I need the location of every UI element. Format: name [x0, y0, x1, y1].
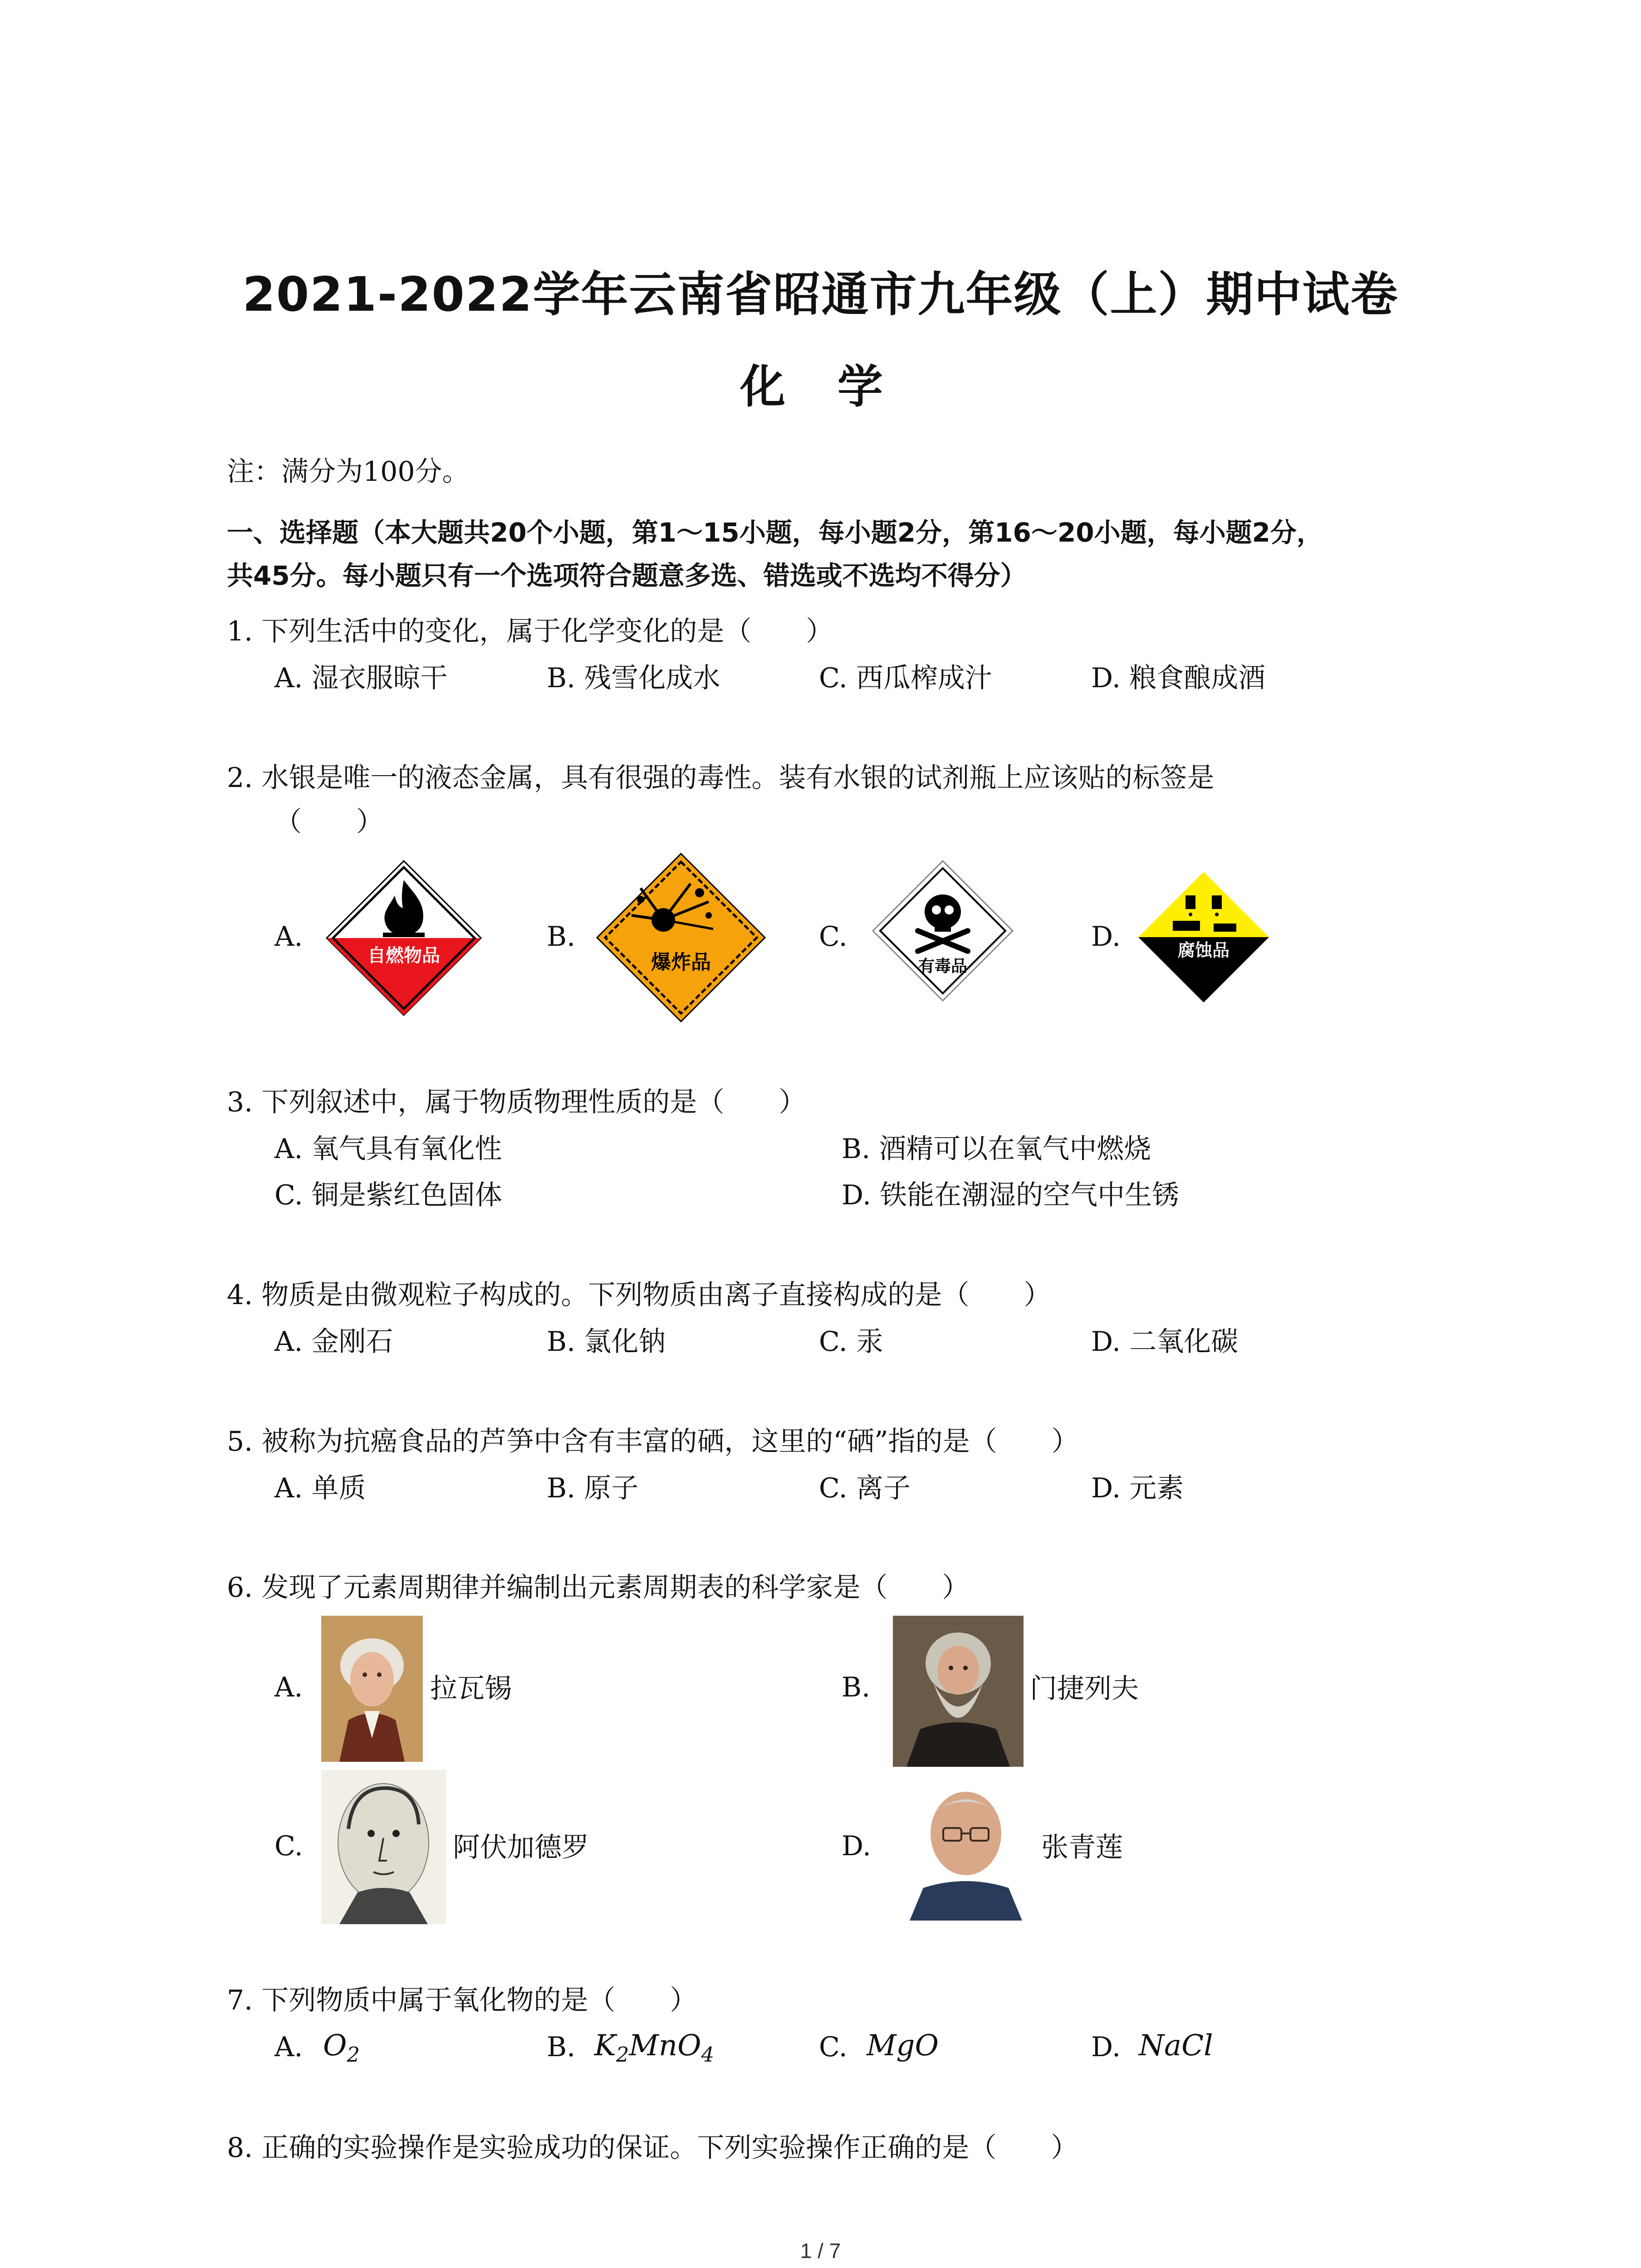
flammable-label-icon[interactable] — [323, 857, 485, 1019]
q2-option-a[interactable]: A. — [274, 921, 303, 953]
q2-option-c[interactable]: C. — [819, 921, 847, 953]
question-5-stem: 5. 被称为抗癌食品的芦笋中含有丰富的硒，这里的“硒”指的是（ ） — [227, 1426, 1079, 1457]
question-3-stem: 3. 下列叙述中，属于物质物理性质的是（ ） — [227, 1086, 806, 1118]
q6-name-c: 阿伏加德罗 — [453, 1832, 589, 1863]
q7-formula-a: $O_2$ — [323, 2029, 360, 2067]
q2-option-d[interactable]: D. — [1091, 921, 1121, 953]
corrosive-label-icon[interactable] — [1136, 870, 1271, 1004]
q3-option-c[interactable]: C. 铜是紫红色固体 — [274, 1179, 502, 1211]
q7-option-b[interactable]: B. — [547, 2031, 576, 2063]
q1-option-c[interactable]: C. 西瓜榨成汁 — [819, 662, 992, 694]
question-1-stem: 1. 下列生活中的变化，属于化学变化的是（ ） — [227, 616, 833, 647]
question-8-stem: 8. 正确的实验操作是实验成功的保证。下列实验操作正确的是（ ） — [227, 2132, 1078, 2164]
q3-option-d[interactable]: D. 铁能在潮湿的空气中生锈 — [842, 1179, 1180, 1211]
q4-option-a[interactable]: A. 金刚石 — [274, 1326, 393, 1358]
q7-formula-d: NaCl — [1139, 2029, 1213, 2063]
zhang-qinglian-portrait[interactable] — [896, 1774, 1036, 1921]
q4-option-c[interactable]: C. 汞 — [819, 1326, 883, 1358]
question-6-stem: 6. 发现了元素周期律并编制出元素周期表的科学家是（ ） — [227, 1572, 970, 1603]
q5-option-b[interactable]: B. 原子 — [547, 1472, 639, 1504]
q6-option-d[interactable]: D. — [842, 1830, 872, 1862]
paper-subject: 化 学 — [740, 360, 901, 413]
q4-option-b[interactable]: B. 氯化钠 — [547, 1326, 666, 1358]
q5-option-d[interactable]: D. 元素 — [1091, 1472, 1184, 1504]
q7-formula-c: MgO — [867, 2029, 939, 2063]
question-2-stem: 2. 水银是唯一的液态金属，具有很强的毒性。装有水银的试剂瓶上应该贴的标签是 — [227, 762, 1215, 794]
q7-formula-b: $K_2MnO_4$ — [594, 2029, 715, 2067]
q2-label-a-text: 自燃物品 — [367, 945, 440, 966]
question-7-stem: 7. 下列物质中属于氧化物的是（ ） — [227, 1984, 697, 2016]
score-note: 注：满分为100分。 — [227, 456, 470, 488]
q4-option-d[interactable]: D. 二氧化碳 — [1091, 1326, 1239, 1358]
q3-option-b[interactable]: B. 酒精可以在氧气中燃烧 — [842, 1133, 1151, 1165]
avogadro-portrait[interactable] — [321, 1770, 446, 1924]
q2-label-b-text: 爆炸品 — [651, 951, 711, 974]
question-4-stem: 4. 物质是由微观粒子构成的。下列物质由离子直接构成的是（ ） — [227, 1279, 1051, 1311]
question-2-blank: （ ） — [274, 806, 383, 838]
q7-option-a[interactable]: A. — [274, 2031, 303, 2063]
q6-option-b[interactable]: B. — [842, 1672, 871, 1703]
q7-option-d[interactable]: D. — [1091, 2031, 1121, 2063]
paper-title: 2021-2022学年云南省昭通市九年级（上）期中试卷 — [242, 267, 1399, 322]
q2-option-b[interactable]: B. — [547, 921, 576, 953]
q6-name-b: 门捷列夫 — [1030, 1673, 1139, 1705]
q2-label-c-text: 有毒品 — [918, 957, 968, 976]
q2-label-d-text: 腐蚀品 — [1177, 940, 1230, 960]
toxic-label-icon[interactable] — [870, 858, 1015, 1003]
page-number: 1 / 7 — [800, 2239, 841, 2263]
explosive-label-icon[interactable] — [595, 852, 767, 1023]
section-heading-line2: 共45分。每小题只有一个选项符合题意多选、错选或不选均不得分） — [227, 560, 1027, 591]
q1-option-b[interactable]: B. 残雪化成水 — [547, 662, 720, 694]
q6-option-c[interactable]: C. — [274, 1830, 303, 1862]
q6-option-a[interactable]: A. — [274, 1672, 303, 1703]
q5-option-c[interactable]: C. 离子 — [819, 1472, 911, 1504]
lavoisier-portrait[interactable] — [321, 1616, 423, 1762]
q6-name-d: 张青莲 — [1041, 1832, 1123, 1863]
q1-option-d[interactable]: D. 粮食酿成酒 — [1091, 662, 1266, 694]
mendeleev-portrait[interactable] — [893, 1616, 1024, 1767]
q5-option-a[interactable]: A. 单质 — [274, 1472, 366, 1504]
q7-option-c[interactable]: C. — [819, 2031, 847, 2063]
q3-option-a[interactable]: A. 氧气具有氧化性 — [274, 1133, 502, 1165]
section-heading-line1: 一、选择题（本大题共20个小题，第1～15小题，每小题2分，第16～20小题，每小题2分， — [227, 517, 1323, 548]
q1-option-a[interactable]: A. 湿衣服晾干 — [274, 662, 448, 694]
q6-name-a: 拉瓦锡 — [430, 1673, 512, 1705]
